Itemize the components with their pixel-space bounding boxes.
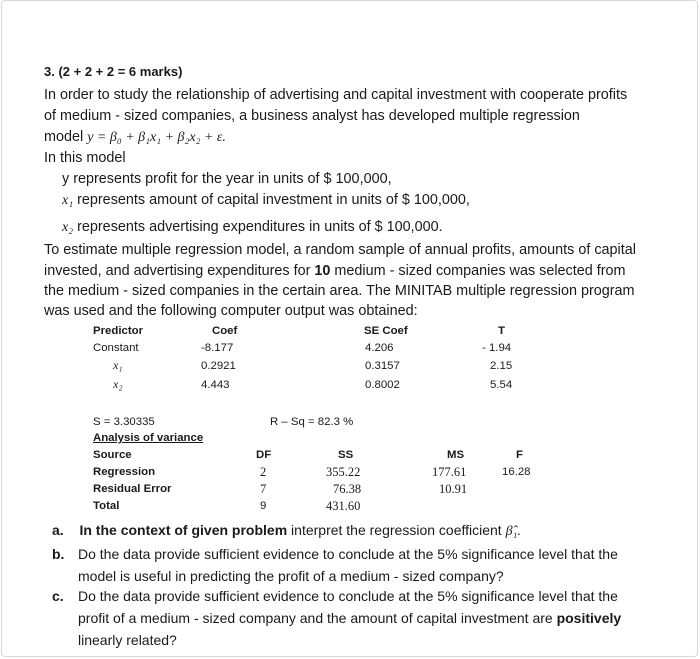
coef-row-x1-coef: 0.2921	[201, 360, 236, 372]
coef-row-x2-coef: 4.443	[201, 379, 230, 391]
question-a	[52, 519, 521, 543]
question-b-line-2: model is useful in predicting the profit of a medium - sized company?	[78, 568, 504, 584]
estimation-line-2-post: medium - sized companies was selected from	[334, 263, 626, 279]
coef-row-x2-predictor: x₂	[113, 377, 123, 391]
question-a-bold: In the context of given problem	[79, 522, 288, 538]
question-a-text: interpret the regression coefficient	[291, 522, 502, 538]
definition-x1	[62, 190, 470, 211]
coef-row-constant-predictor: Constant	[93, 342, 139, 354]
definition-y: y represents profit for the year in units of $ 100,000,	[62, 171, 392, 187]
anova-header-ms: MS	[447, 449, 465, 461]
question-b-line-1: Do the data provide sufficient evidence to conclude at the 5% significance level that the	[78, 546, 618, 562]
coef-row-x1-predictor: x₁	[113, 358, 123, 372]
fit-s: S = 3.30335	[93, 416, 155, 428]
anova-row-total-source: Total	[93, 500, 120, 512]
coef-row-x2-se: 0.8002	[365, 379, 400, 391]
question-c-line-2	[78, 607, 621, 629]
question-a-label: a.	[52, 522, 64, 538]
estimation-line-2	[44, 261, 626, 282]
coef-row-constant-se: 4.206	[365, 342, 394, 354]
x1-symbol: x₁	[62, 193, 74, 208]
model-formula: y = β₀ + β₁x₁ + β₂x₂ + ε.	[87, 130, 226, 145]
coef-row-x1-t: 2.15	[490, 360, 513, 372]
estimation-line-2-pre: invested, and advertising expenditures for	[44, 263, 311, 279]
anova-row-residual-df: 7	[260, 482, 267, 496]
anova-row-total-ss: 431.60	[326, 499, 361, 513]
coef-header-predictor: Predictor	[93, 325, 144, 337]
question-heading: 3. (2 + 2 + 2 = 6 marks)	[44, 64, 183, 79]
model-label: model	[44, 129, 84, 145]
coef-row-constant-coef: -8.177	[201, 342, 234, 354]
question-c-line-3: linearly related?	[78, 632, 177, 648]
coef-header-se: SE Coef	[364, 325, 408, 337]
anova-header-ss: SS	[338, 449, 354, 461]
anova-row-residual-ss: 76.38	[333, 482, 362, 496]
x2-symbol: x₂	[62, 220, 74, 235]
coef-row-x1-se: 0.3157	[365, 360, 400, 372]
anova-title: Analysis of variance	[93, 432, 204, 444]
coef-header-t: T	[498, 325, 505, 337]
x1-text: represents amount of capital investment in units of $ 100,000,	[77, 192, 470, 208]
intro-line-3	[44, 127, 226, 148]
question-b-label: b.	[52, 546, 65, 562]
coef-header-coef: Coef	[212, 325, 238, 337]
question-c-label: c.	[52, 588, 64, 604]
coef-row-constant-t: - 1.94	[482, 342, 512, 354]
anova-row-regression-df: 2	[260, 465, 267, 479]
anova-row-residual-source: Residual Error	[93, 483, 172, 495]
anova-header-source: Source	[93, 449, 132, 461]
estimation-line-1: To estimate multiple regression model, a random sample of annual profits, amounts of capital	[44, 242, 636, 258]
sample-size: 10	[314, 263, 331, 279]
intro-line-4: In this model	[44, 150, 126, 166]
anova-row-regression-ss: 355.22	[326, 465, 361, 479]
x2-text: represents advertising expenditures in units of $ 100,000.	[77, 219, 443, 235]
anova-row-total-df: 9	[260, 500, 267, 512]
estimation-line-3: the medium - sized companies in the certain area. The MINITAB multiple regression program	[44, 283, 635, 299]
anova-row-regression-ms: 177.61	[432, 465, 467, 479]
intro-line-1: In order to study the relationship of advertising and capital investment with cooperate profits	[44, 87, 628, 103]
anova-row-regression-f: 16.28	[502, 466, 531, 478]
beta1-hat-symbol: β̂₁.	[505, 524, 521, 539]
anova-header-f: F	[516, 449, 523, 461]
question-c-line-2-pre: profit of a medium - sized company and the amount of capital investment are	[78, 610, 553, 626]
anova-row-residual-ms: 10.91	[439, 482, 468, 496]
coef-row-x2-t: 5.54	[490, 379, 513, 391]
question-c-line-1: Do the data provide sufficient evidence to conclude at the 5% significance level that the	[78, 588, 618, 604]
fit-rsq: R – Sq = 82.3 %	[270, 416, 354, 428]
definition-x2	[62, 217, 443, 238]
estimation-line-4: was used and the following computer output was obtained:	[44, 303, 418, 319]
question-c-positively: positively	[556, 610, 622, 626]
anova-row-regression-source: Regression	[93, 466, 156, 478]
anova-header-df: DF	[256, 449, 272, 461]
intro-line-2: of medium - sized companies, a business analyst has developed multiple regression	[44, 108, 580, 124]
